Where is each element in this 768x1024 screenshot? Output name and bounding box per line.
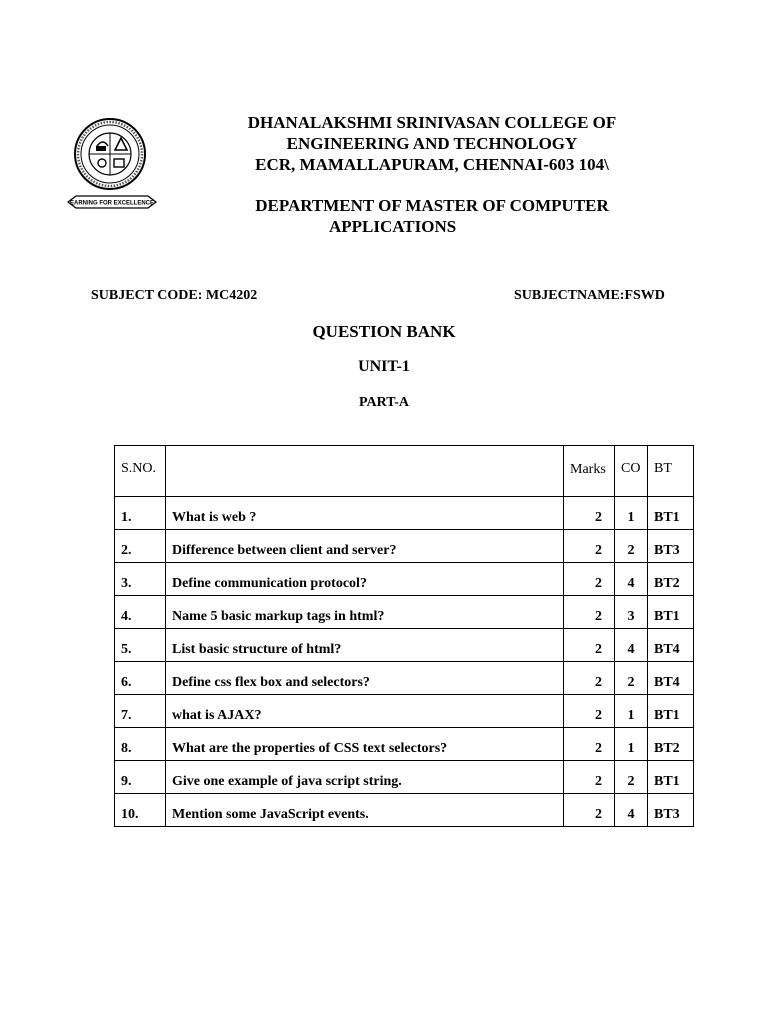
table-row xyxy=(115,563,694,596)
row-marks: 2 xyxy=(564,497,615,530)
header-bt: BT xyxy=(648,446,694,497)
row-bt: BT4 xyxy=(648,662,694,695)
row-marks: 2 xyxy=(564,728,615,761)
college-name-line-2: ENGINEERING AND TECHNOLOGY xyxy=(286,134,578,153)
row-question: Difference between client and server? xyxy=(166,530,564,563)
header-question xyxy=(166,446,564,497)
table-header-row xyxy=(115,446,694,497)
row-question: Define css flex box and selectors? xyxy=(166,662,564,695)
department-line-1: DEPARTMENT OF MASTER OF COMPUTER xyxy=(255,196,609,215)
row-sno: 2. xyxy=(115,530,166,563)
row-bt: BT3 xyxy=(648,530,694,563)
row-sno: 3. xyxy=(115,563,166,596)
table-row xyxy=(115,728,694,761)
row-marks: 2 xyxy=(564,629,615,662)
college-logo xyxy=(66,116,158,212)
subject-name: SUBJECTNAME:FSWD xyxy=(514,288,665,303)
row-bt: BT2 xyxy=(648,728,694,761)
department-line-2: APPLICATIONS xyxy=(329,217,457,236)
row-sno: 7. xyxy=(115,695,166,728)
row-sno: 10. xyxy=(115,794,166,827)
row-bt: BT3 xyxy=(648,794,694,827)
row-marks: 2 xyxy=(564,530,615,563)
row-co: 2 xyxy=(615,662,648,695)
question-bank-title: QUESTION BANK xyxy=(312,322,456,341)
row-marks: 2 xyxy=(564,662,615,695)
row-marks: 2 xyxy=(564,596,615,629)
row-question: What is web ? xyxy=(166,497,564,530)
table-row xyxy=(115,794,694,827)
college-address: ECR, MAMALLAPURAM, CHENNAI-603 104\ xyxy=(255,155,609,174)
row-bt: BT1 xyxy=(648,497,694,530)
row-co: 1 xyxy=(615,497,648,530)
header-co: CO xyxy=(615,446,648,497)
row-co: 2 xyxy=(615,530,648,563)
table-row xyxy=(115,695,694,728)
row-co: 3 xyxy=(615,596,648,629)
row-co: 4 xyxy=(615,794,648,827)
row-co: 4 xyxy=(615,629,648,662)
table-row xyxy=(115,761,694,794)
row-bt: BT4 xyxy=(648,629,694,662)
table-row xyxy=(115,530,694,563)
row-co: 1 xyxy=(615,728,648,761)
row-question: what is AJAX? xyxy=(166,695,564,728)
row-question: Mention some JavaScript events. xyxy=(166,794,564,827)
college-name xyxy=(200,112,664,175)
row-sno: 6. xyxy=(115,662,166,695)
table-row xyxy=(115,497,694,530)
subject-code: SUBJECT CODE: MC4202 xyxy=(91,288,258,303)
part-title: PART-A xyxy=(358,395,410,410)
row-question: Define communication protocol? xyxy=(166,563,564,596)
row-sno: 9. xyxy=(115,761,166,794)
row-bt: BT2 xyxy=(648,563,694,596)
question-table xyxy=(114,445,694,827)
row-question: Give one example of java script string. xyxy=(166,761,564,794)
table-row xyxy=(115,662,694,695)
logo-motto: EARNING FOR EXCELLENCE xyxy=(69,200,155,207)
row-marks: 2 xyxy=(564,695,615,728)
table-row xyxy=(115,629,694,662)
row-sno: 8. xyxy=(115,728,166,761)
row-bt: BT1 xyxy=(648,695,694,728)
row-bt: BT1 xyxy=(648,761,694,794)
row-co: 2 xyxy=(615,761,648,794)
college-name-line-1: DHANALAKSHMI SRINIVASAN COLLEGE OF xyxy=(247,113,617,132)
row-sno: 1. xyxy=(115,497,166,530)
table-row xyxy=(115,596,694,629)
row-question: Name 5 basic markup tags in html? xyxy=(166,596,564,629)
row-co: 4 xyxy=(615,563,648,596)
unit-title: UNIT-1 xyxy=(358,358,410,375)
row-marks: 2 xyxy=(564,761,615,794)
row-sno: 4. xyxy=(115,596,166,629)
row-sno: 5. xyxy=(115,629,166,662)
row-marks: 2 xyxy=(564,794,615,827)
row-co: 1 xyxy=(615,695,648,728)
header-sno: S.NO. xyxy=(115,446,166,497)
row-bt: BT1 xyxy=(648,596,694,629)
header-marks: Marks xyxy=(564,446,615,497)
row-marks: 2 xyxy=(564,563,615,596)
row-question: What are the properties of CSS text selectors? xyxy=(166,728,564,761)
row-question: List basic structure of html? xyxy=(166,629,564,662)
